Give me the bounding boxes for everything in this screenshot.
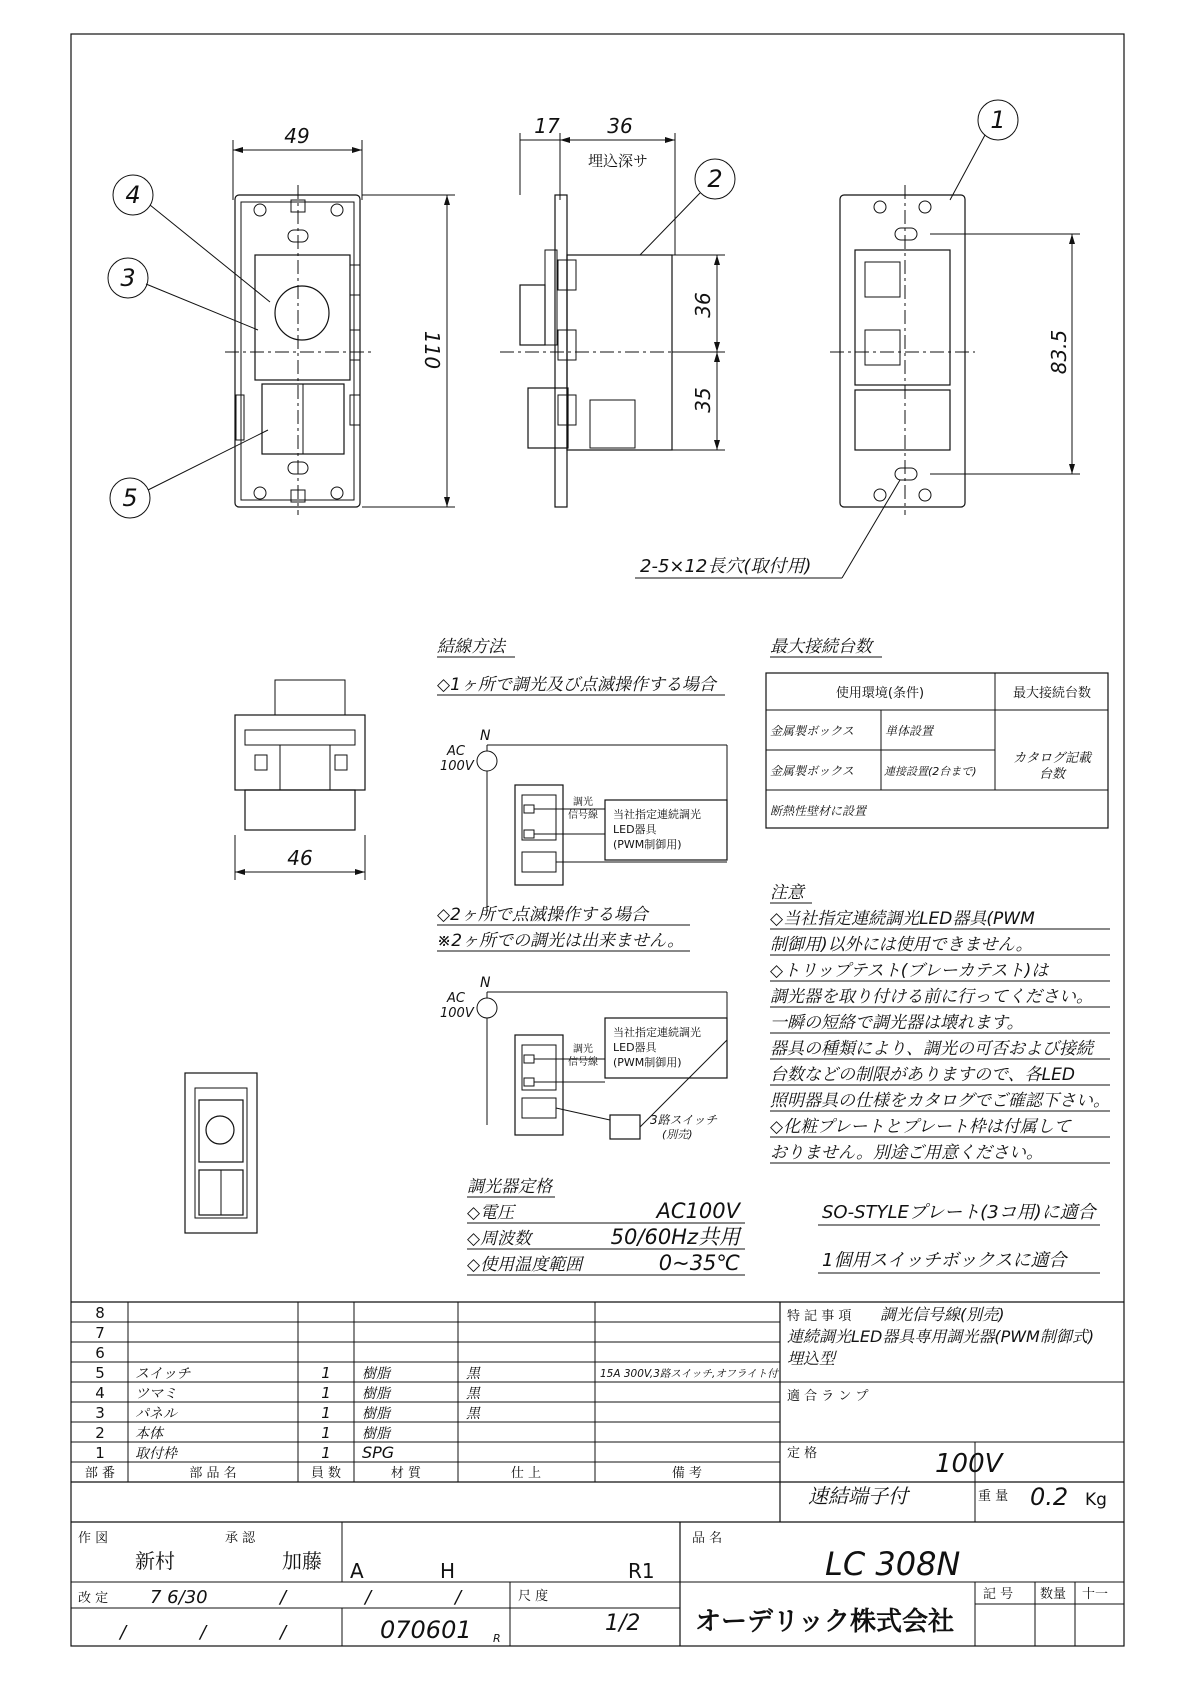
- part-row-1-name: 取付枠: [135, 1446, 177, 1462]
- tb-scale-label: 尺 度: [518, 1589, 549, 1604]
- part-row-3-name: パネル: [135, 1406, 177, 1422]
- wiring1-signal-b: 信号線: [568, 810, 598, 821]
- max-r1b: 単体設置: [885, 724, 934, 738]
- part-row-2-mat: 樹脂: [362, 1426, 390, 1442]
- wiring-diagram-2: [440, 975, 727, 1141]
- note-line-7: 台数などの制限がありますので、各LED: [770, 1065, 1075, 1085]
- tb-revise-label: 改 定: [78, 1591, 109, 1606]
- callouts-left: [108, 175, 270, 518]
- tb-slash-5: /: [200, 1622, 207, 1643]
- callout-4: 4: [125, 181, 141, 209]
- part-row-5-name: スイッチ: [135, 1366, 191, 1382]
- rating-title: 調光器定格: [467, 1177, 552, 1197]
- wiring2-ac: AC: [447, 991, 465, 1006]
- part-row-5-qty: 1: [321, 1364, 331, 1382]
- part-row-4-mat: 樹脂: [362, 1386, 390, 1402]
- wiring2-sw3-b: (別売): [662, 1128, 693, 1141]
- spec-weight-unit: Kg: [1085, 1490, 1107, 1510]
- wiring2-sw3-a: 3路スイッチ: [650, 1113, 718, 1127]
- note-line-1: ◇当社指定連続調光LED器具(PWM: [770, 909, 1035, 929]
- rating-temp-value: 0~35℃: [658, 1251, 740, 1275]
- note-line-9: ◇化粧プレートとプレート枠は付属して: [770, 1117, 1071, 1137]
- part-row-2-qty: 1: [321, 1424, 331, 1442]
- max-r3: 断熱性壁材に設置: [770, 804, 867, 818]
- tb-drawn-by: 新村: [135, 1549, 175, 1573]
- wiring2-led-c: (PWM制御用): [613, 1056, 682, 1069]
- wiring1-v: 100V: [440, 759, 474, 774]
- wiring1-led-b: LED器具: [613, 823, 657, 836]
- dim-side-depth-label: 埋込深サ: [587, 152, 649, 170]
- parts-head-mat: 材 質: [390, 1466, 422, 1481]
- max-val-b: 台数: [1038, 767, 1066, 782]
- max-r2a: 金属製ボックス: [770, 764, 854, 778]
- back-view: [635, 100, 1080, 578]
- parts-head-name: 部 品 名: [189, 1466, 237, 1481]
- note-line-10: おりません。別途ご用意ください。: [770, 1143, 1044, 1163]
- max-head-max: 最大接続台数: [1012, 686, 1092, 701]
- rating-volt-value: AC100V: [656, 1199, 740, 1223]
- part-row-1-mat: SPG: [362, 1443, 395, 1462]
- part-row-4-no: 4: [95, 1384, 105, 1402]
- wiring1-led-a: 当社指定連続調光: [613, 808, 701, 821]
- compat-section: [818, 1202, 1100, 1273]
- spec-weight-value: 0.2: [1030, 1483, 1069, 1511]
- wiring-case1: ◇1ヶ所で調光及び点滅操作する場合: [437, 675, 716, 695]
- wiring2-led-a: 当社指定連続調光: [613, 1026, 701, 1039]
- max-connection-table: [766, 637, 1108, 828]
- tb-grade-a: A: [350, 1559, 364, 1583]
- part-row-2-no: 2: [95, 1424, 105, 1442]
- wiring1-n: N: [480, 728, 491, 744]
- tb-dash: 十一: [1082, 1587, 1109, 1602]
- spec-rating-value: 100V: [935, 1449, 1003, 1479]
- max-head-env: 使用環境(条件): [835, 686, 925, 701]
- note-line-4: 調光器を取り付ける前に行ってください。: [770, 987, 1093, 1007]
- spec-special-label: 特 記 事 項: [787, 1309, 852, 1324]
- part-row-5-mat: 樹脂: [362, 1366, 390, 1382]
- front-view: [225, 124, 455, 515]
- note-line-5: 一瞬の短絡で調光器は壊れます。: [770, 1013, 1024, 1033]
- wiring-title: 結線方法: [437, 637, 505, 657]
- part-row-3-mat: 樹脂: [362, 1406, 390, 1422]
- tb-doc-suffix: R: [493, 1632, 501, 1645]
- dim-bottom-width: 46: [287, 846, 313, 870]
- wiring2-signal-a: 調光: [573, 1044, 593, 1055]
- compat-plate: SO-STYLEプレート(3コ用)に適合: [822, 1202, 1096, 1223]
- tb-slash-1: /: [280, 1587, 287, 1608]
- callout-2: 2: [707, 165, 723, 193]
- tb-company: オーデリック株式会社: [695, 1607, 954, 1637]
- dim-side-lower: 35: [691, 387, 715, 413]
- part-row-4-qty: 1: [321, 1384, 331, 1402]
- spec-lamp-label: 適 合 ラ ン プ: [787, 1389, 869, 1404]
- wiring-case2-note: ※2ヶ所での調光は出来ません。: [437, 931, 685, 951]
- wiring2-led-b: LED器具: [613, 1041, 657, 1054]
- side-view: [500, 114, 735, 507]
- tb-slash-3: /: [455, 1587, 462, 1608]
- tb-qty-label: 数量: [1040, 1587, 1067, 1602]
- note-line-6: 器具の種類により、調光の可否および接続: [770, 1039, 1093, 1059]
- max-r1a: 金属製ボックス: [770, 724, 854, 738]
- tb-slash-2: /: [365, 1587, 372, 1608]
- part-row-6-no: 6: [95, 1344, 105, 1362]
- parts-head-no: 部 番: [84, 1466, 116, 1481]
- wiring2-n: N: [480, 975, 491, 991]
- spec-special-3: 埋込型: [787, 1349, 836, 1368]
- note-line-8: 照明器具の仕様をカタログでご確認下さい。: [770, 1091, 1110, 1111]
- slot-note: 2-5×12長穴(取付用): [640, 556, 812, 577]
- notes-title: 注意: [770, 883, 804, 903]
- part-row-8-no: 8: [95, 1304, 105, 1322]
- spec-special-1: 調光信号線(別売): [880, 1305, 1005, 1324]
- parts-head-qty: 員 数: [310, 1466, 342, 1481]
- callout-3: 3: [120, 264, 136, 292]
- tb-grade-h: H: [440, 1559, 456, 1583]
- max-r2b: 連接設置(2台まで): [884, 765, 977, 778]
- dim-side-depth: 36: [607, 114, 633, 138]
- part-row-5-no: 5: [95, 1364, 105, 1382]
- part-row-3-no: 3: [95, 1404, 105, 1422]
- part-row-3-qty: 1: [321, 1404, 331, 1422]
- part-row-5-fin: 黒: [466, 1366, 480, 1382]
- wiring1-led-c: (PWM制御用): [613, 838, 682, 851]
- tb-date: 7 6/30: [150, 1587, 208, 1608]
- tb-product: LC 308N: [825, 1545, 961, 1583]
- part-row-1-no: 1: [95, 1444, 105, 1462]
- callout-5: 5: [122, 484, 138, 512]
- spec-weight-label: 重 量: [978, 1489, 1009, 1504]
- max-val-a: カタログ記載: [1012, 751, 1092, 766]
- max-table-title: 最大接続台数: [770, 637, 872, 657]
- bottom-view: [235, 680, 365, 880]
- parts-head-fin: 仕 上: [510, 1466, 542, 1481]
- part-row-4-name: ツマミ: [135, 1386, 177, 1402]
- part-row-3-fin: 黒: [466, 1406, 480, 1422]
- callout-1: 1: [990, 106, 1006, 134]
- dim-side-upper: 36: [691, 292, 715, 318]
- part-row-2-name: 本体: [135, 1426, 163, 1442]
- note-line-3: ◇トリップテスト(ブレーカテスト)は: [770, 961, 1049, 981]
- spec-rating-label: 定 格: [787, 1446, 818, 1461]
- spec-terminal: 速結端子付: [808, 1484, 908, 1508]
- rating-temp-label: ◇使用温度範囲: [467, 1255, 583, 1275]
- parts-table: [71, 1302, 1124, 1511]
- wiring-section: [437, 637, 727, 1141]
- tb-drawn-label: 作 図: [78, 1531, 109, 1546]
- dim-front-height: 110: [420, 330, 444, 370]
- rating-freq-value: 50/60Hz共用: [610, 1225, 740, 1249]
- tb-rev: R1: [628, 1559, 655, 1583]
- part-row-5-note: 15A 300V,3路スイッチ,オフライト付: [600, 1368, 778, 1380]
- compat-box: 1個用スイッチボックスに適合: [822, 1250, 1067, 1271]
- note-line-2: 制御用)以外には使用できません。: [770, 935, 1033, 955]
- wiring-case2: ◇2ヶ所で点滅操作する場合: [437, 905, 648, 925]
- tb-approved-by: 加藤: [282, 1549, 322, 1573]
- dim-back-height: 83.5: [1047, 329, 1071, 375]
- tb-product-label: 品 名: [692, 1531, 723, 1546]
- part-row-1-qty: 1: [321, 1444, 331, 1462]
- part-row-4-fin: 黒: [466, 1386, 480, 1402]
- dim-side-offset: 17: [534, 114, 560, 138]
- tb-sym-label: 記 号: [983, 1587, 1014, 1602]
- rating-freq-label: ◇周波数: [467, 1229, 532, 1249]
- thumbnail-view: [185, 1073, 257, 1233]
- spec-special-2: 連続調光LED器具専用調光器(PWM制御式): [787, 1327, 1095, 1346]
- tb-doc-no: 070601: [380, 1616, 472, 1644]
- wiring2-signal-b: 信号線: [568, 1057, 598, 1068]
- wiring2-v: 100V: [440, 1006, 474, 1021]
- rating-section: [467, 1177, 745, 1275]
- tb-scale: 1/2: [605, 1611, 641, 1636]
- notes-section: [770, 883, 1110, 1163]
- wiring1-ac: AC: [447, 744, 465, 759]
- tb-approved-label: 承 認: [225, 1531, 256, 1546]
- tb-slash-4: /: [120, 1622, 127, 1643]
- dim-front-width: 49: [284, 124, 310, 148]
- part-row-7-no: 7: [95, 1324, 105, 1342]
- rating-volt-label: ◇電圧: [467, 1203, 515, 1223]
- title-block: [71, 1482, 1124, 1646]
- tb-slash-6: /: [280, 1622, 287, 1643]
- wiring1-signal-a: 調光: [573, 797, 593, 808]
- parts-head-note: 備 考: [671, 1466, 703, 1481]
- wiring-diagram-1: [440, 728, 727, 910]
- sheet-border: [71, 34, 1124, 1646]
